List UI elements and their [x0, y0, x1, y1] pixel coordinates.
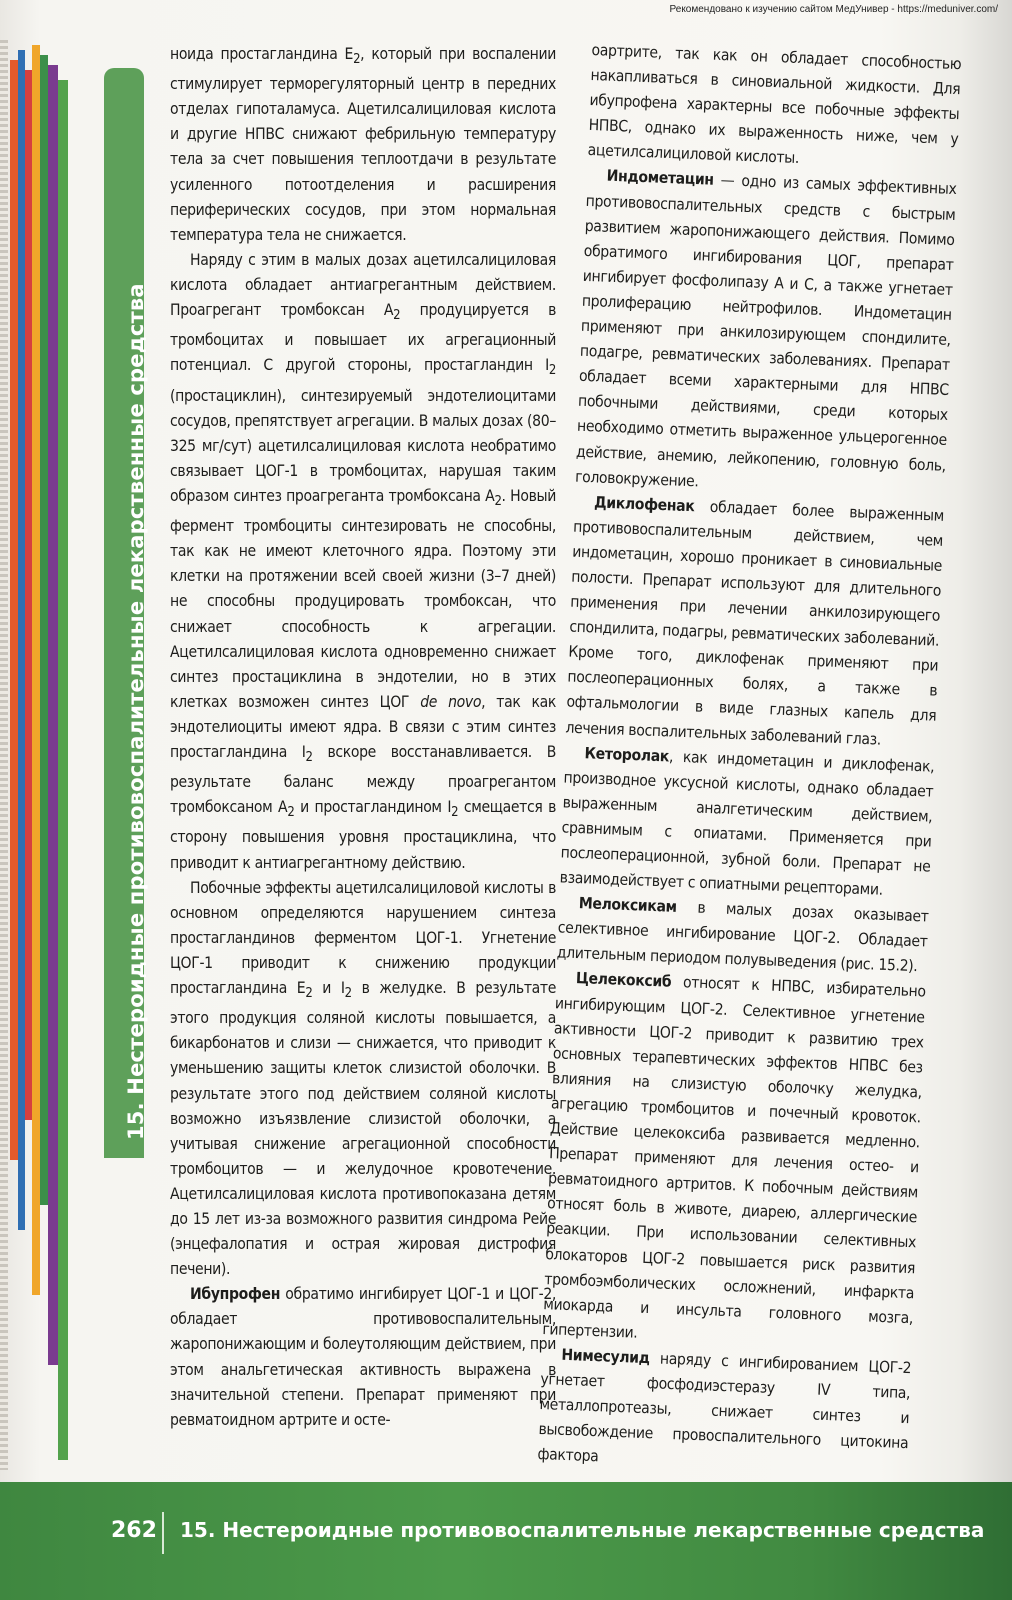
drug-name: Ибупрофен [190, 1285, 281, 1304]
paragraph: Кеторолак, как индометацин и диклофенак, производное уксусной кислоты, однако обладает выраженным аналгетическим действием, сравнимым с опиатами. Применяется при послеоперационной, зубной боли. Препарат не взаимодействует с опиатными рецепторами. [559, 743, 935, 899]
right-text-column [537, 38, 962, 1481]
paragraph: Ибупрофен обратимо ингибирует ЦОГ-1 и ЦОГ-2, обладает противовоспалительным, жаропонижающим и болеутоляющим действием, при этом анальгетическая активность выражена в значительной степени. Препарат применяют при ревматоидном артрите и осте- [170, 1285, 556, 1429]
footer-chapter-title: 15. Нестероидные противовоспалительные лекарственные средства [180, 1518, 985, 1542]
drug-name: Диклофенак [593, 493, 695, 515]
footer-divider [162, 1512, 164, 1554]
paragraph: Индометацин — одно из самых эффективных противовоспалительных средств с быстрым развитием жаропонижающего действия. Помимо обратимого ингибирования ЦОГ, препарат ингибирует фосфолипазу А и С, а также угнетает пролиферацию нейтрофилов. Индометацин применяют при анкилозирующем спондилите, подагре, ревматических заболеваниях. Препарат обладает всеми характерными для НПВС побочными действиями, среди которых необходимо отметить выраженное ульцерогенное действие, анемию, лейкопению, головную боль, головокружение. [574, 167, 957, 491]
drug-name: Нимесулид [561, 1345, 651, 1368]
page-edge-stripes [0, 40, 70, 1470]
paragraph: Побочные эффекты ацетилсалициловой кислоты в основном определяются нарушением синтеза простагландинов ферментом ЦОГ-1. Угнетение ЦОГ-1 приводит к снижению продукции простагландина $E_2$ и $I_2$ в желудке. В результате этого продукция соляной кислоты повышается, а бикарбонатов и слизи — снижается, что приводит к уменьшению защиты клеток слизистой оболочки. В результате этого под действием соляной кислоты возможно изъязвление слизистой оболочки, а учитывая снижение агрегационной способности тромбоцитов — и желудочное кровотечение. Ацетилсалициловая кислота противопоказана детям до 15 лет из-за возможного развития синдрома Рейе (энцефалопатия и острая жировая дистрофия печени). [170, 878, 556, 1279]
watermark-text: Рекомендовано к изучению сайтом МедУнивер - https://meduniver.com/ [669, 4, 998, 15]
paragraph: оартрите, так как он обладает способностью накапливаться в синовиальной жидкости. Для ибупрофена характерны все побочные эффекты НПВС, однако их выраженность ниже, чем у ацетилсалициловой кислоты. [587, 40, 962, 168]
paragraph: Целекоксиб относят к НПВС, избирательно ингибирующим ЦОГ-2. Селективное угнетение активности ЦОГ-2 приводит к развитию трех основных терапевтических эффектов НПВС без влияния на слизистую оболочку желудка, агрегацию тромбоцитов и почечный кровоток. Действие целекоксиба развивается медленно. Препарат применяют для лечения остео- и ревматоидного артритов. К побочным действиям относят боль в животе, диарею, аллергические реакции. При использовании селективных блокаторов ЦОГ-2 повышается риск развития тромбоэмболических осложнений, инфаркта миокарда и инсульта головного мозга, гипертензии. [542, 969, 926, 1342]
drug-name: Целекоксиб [575, 969, 672, 992]
paragraph: Мелоксикам в малых дозах оказывает селективное ингибирование ЦОГ-2. Обладает длительным периодом полувыведения (рис. 15.2). [556, 894, 929, 976]
left-text-column [170, 42, 556, 1433]
paragraph: Нимесулид наряду с ингибированием ЦОГ-2 угнетает фосфодиэстеразу IV типа, металлопротеазы, снижает синтез и высвобождение провоспалительного цитокина фактора [537, 1345, 912, 1466]
paragraph: Диклофенак обладает более выраженным противовоспалительным действием, чем индометацин, хорошо проникает в синовиальные полости. Препарат используют для длительного применения при лечении анкилозирующего спондилита, подагры, ревматических заболеваний. Кроме того, диклофенак применяют при послеоперационных болях, а также в офтальмологии в виде глазных капель для лечения воспалительных заболеваний глаз. [565, 493, 945, 749]
paragraph: Наряду с этим в малых дозах ацетилсалициловая кислота обладает антиагрегантным действием. Проагрегант тромбоксан $А_2$ продуцируется в тромбоцитах и повышает их агрегационный потенциал. С другой стороны, простагландин $I_2$ (простациклин), синтезируемый эндотелиоцитами сосудов, препятствует агрегации. В малых дозах (80–325 мг/сут) ацетилсалициловая кислота необратимо связывает ЦОГ-1 в тромбоцитах, нарушая таким образом синтез проагреганта тромбоксана $А_2$. Новый фермент тромбоциты синтезировать не способны, так как не имеют клеточного ядра. Поэтому эти клетки на протяжении всей своей жизни (3–7 дней) не способны продуцировать тромбоксан, что снижает способность к агрегации. Ацетилсалициловая кислота одновременно снижает синтез простациклина в эндотелии, но в этих клетках возможен синтез ЦОГ de novo, так как эндотелиоциты имеют ядра. В связи с этим синтез простагландина $I_2$ вскоре восстанавливается. В результате баланс между проагрегантом тромбоксаном $А_2$ и простагландином $I_2$ смещается в сторону повышения уровня простациклина, что приводит к антиагрегантному действию. [170, 250, 557, 872]
drug-name: Кеторолак [584, 743, 670, 766]
drug-name: Мелоксикам [578, 894, 678, 917]
drug-name: Индометацин [606, 167, 715, 190]
chapter-side-tab-label: 15. Нестероидные противовоспалительные лекарственные средства [124, 283, 148, 1140]
paragraph: ноида простагландина $E_2$, который при воспалении стимулирует терморегуляторный центр в передних отделах гипоталамуса. Ацетилсалициловая кислота и другие НПВС снижают фебрильную температуру тела за счет повышения теплоотдачи в результате усиленного потоотделения и расширения периферических сосудов, при этом нормальная температура тела не снижается. [170, 45, 556, 244]
page-number: 262 [111, 1518, 157, 1543]
